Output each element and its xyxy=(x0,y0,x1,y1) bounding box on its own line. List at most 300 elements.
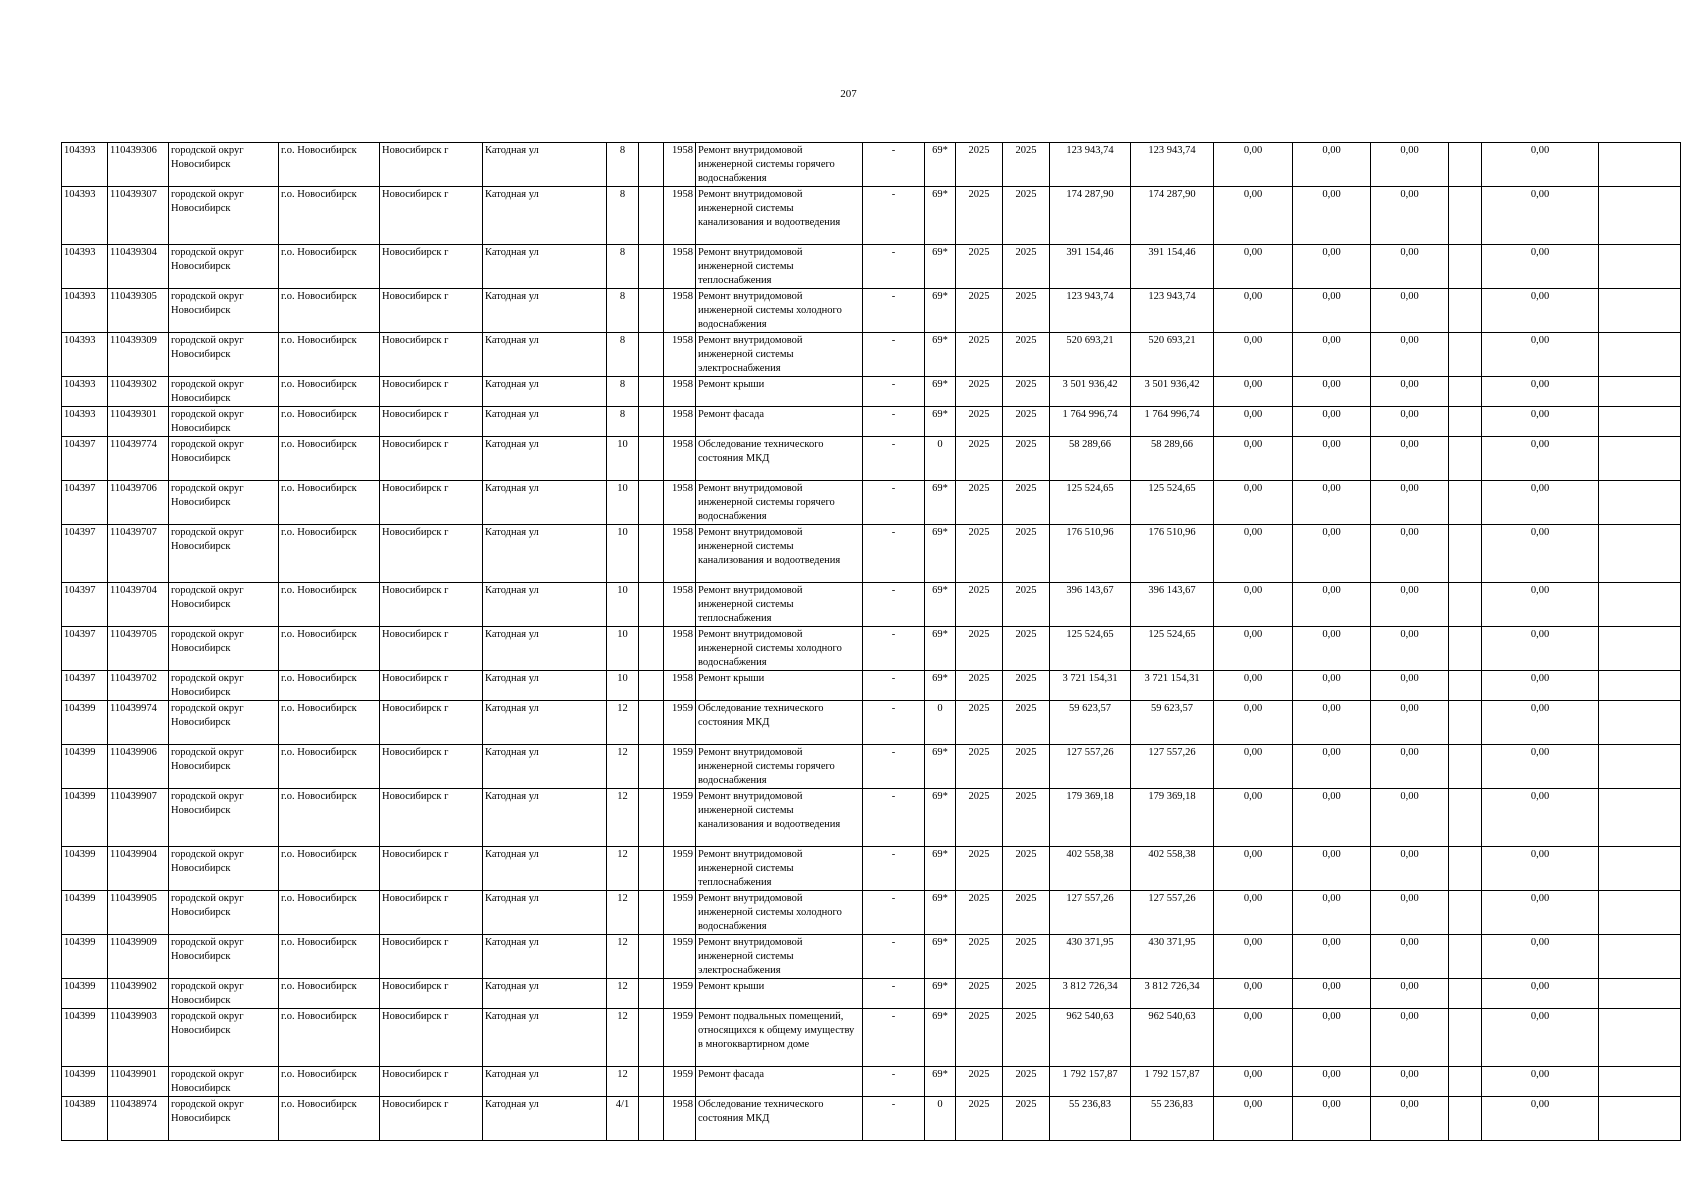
street-cell: Катодная ул xyxy=(483,935,607,979)
empty-cell xyxy=(1449,745,1482,789)
district-cell: г.о. Новосибирск xyxy=(279,891,380,935)
plan-start-year-cell: 2025 xyxy=(956,481,1003,525)
house-number-cell: 12 xyxy=(607,847,639,891)
house-id-cell: 104393 xyxy=(62,187,108,245)
wear-percent-cell: 69* xyxy=(925,333,956,377)
house-number-cell: 12 xyxy=(607,701,639,745)
budget-value-cell: 0,00 xyxy=(1293,1097,1371,1141)
year-cell: 1959 xyxy=(664,979,696,1009)
budget-value-cell: 0,00 xyxy=(1214,935,1293,979)
house-id-cell: 104393 xyxy=(62,143,108,187)
table-row xyxy=(62,891,1681,935)
wear-percent-cell: 69* xyxy=(925,789,956,847)
house-number-cell: 10 xyxy=(607,671,639,701)
budget-value-cell: 0,00 xyxy=(1371,525,1449,583)
year-cell: 1958 xyxy=(664,627,696,671)
empty-cell xyxy=(1449,1009,1482,1067)
work-id-cell: 110439707 xyxy=(108,525,169,583)
table-row xyxy=(62,979,1681,1009)
budget-value-cell: 0,00 xyxy=(1214,1097,1293,1141)
plan-start-year-cell: 2025 xyxy=(956,979,1003,1009)
empty-cell xyxy=(639,935,664,979)
fund-cost-cell: 1 764 996,74 xyxy=(1131,407,1214,437)
work-type-cell: Обследование технического состояния МКД xyxy=(696,437,863,481)
total-cost-cell: 127 557,26 xyxy=(1050,891,1131,935)
street-cell: Катодная ул xyxy=(483,979,607,1009)
wear-percent-cell: 69* xyxy=(925,289,956,333)
year-cell: 1959 xyxy=(664,789,696,847)
municipality-cell: городской округ Новосибирск xyxy=(169,847,279,891)
work-type-cell: Ремонт внутридомовой инженерной системы теплоснабжения xyxy=(696,245,863,289)
empty-cell xyxy=(639,437,664,481)
empty-cell xyxy=(1599,789,1681,847)
plan-start-year-cell: 2025 xyxy=(956,407,1003,437)
empty-cell xyxy=(639,789,664,847)
municipality-cell: городской округ Новосибирск xyxy=(169,627,279,671)
budget-value-cell: 0,00 xyxy=(1482,789,1599,847)
table-row xyxy=(62,289,1681,333)
district-cell: г.о. Новосибирск xyxy=(279,1097,380,1141)
budget-value-cell: 0,00 xyxy=(1371,745,1449,789)
budget-value-cell: 0,00 xyxy=(1482,245,1599,289)
budget-value-cell: 0,00 xyxy=(1482,333,1599,377)
municipality-cell: городской округ Новосибирск xyxy=(169,377,279,407)
plan-end-year-cell: 2025 xyxy=(1003,671,1050,701)
plan-start-year-cell: 2025 xyxy=(956,333,1003,377)
work-id-cell: 110439974 xyxy=(108,701,169,745)
municipality-cell: городской округ Новосибирск xyxy=(169,187,279,245)
budget-value-cell: 0,00 xyxy=(1293,1009,1371,1067)
work-id-cell: 110439302 xyxy=(108,377,169,407)
empty-cell xyxy=(639,627,664,671)
empty-cell xyxy=(1449,187,1482,245)
house-id-cell: 104397 xyxy=(62,525,108,583)
fund-cost-cell: 520 693,21 xyxy=(1131,333,1214,377)
year-cell: 1958 xyxy=(664,583,696,627)
empty-cell xyxy=(639,525,664,583)
table-row xyxy=(62,143,1681,187)
plan-start-year-cell: 2025 xyxy=(956,671,1003,701)
dash-cell: - xyxy=(863,789,925,847)
budget-value-cell: 0,00 xyxy=(1482,481,1599,525)
plan-end-year-cell: 2025 xyxy=(1003,407,1050,437)
budget-value-cell: 0,00 xyxy=(1482,289,1599,333)
work-type-cell: Ремонт фасада xyxy=(696,407,863,437)
district-cell: г.о. Новосибирск xyxy=(279,935,380,979)
dash-cell: - xyxy=(863,1097,925,1141)
district-cell: г.о. Новосибирск xyxy=(279,627,380,671)
year-cell: 1958 xyxy=(664,245,696,289)
budget-value-cell: 0,00 xyxy=(1371,583,1449,627)
street-cell: Катодная ул xyxy=(483,143,607,187)
total-cost-cell: 55 236,83 xyxy=(1050,1097,1131,1141)
street-cell: Катодная ул xyxy=(483,481,607,525)
municipality-cell: городской округ Новосибирск xyxy=(169,143,279,187)
budget-value-cell: 0,00 xyxy=(1371,789,1449,847)
budget-value-cell: 0,00 xyxy=(1371,1067,1449,1097)
work-id-cell: 110439307 xyxy=(108,187,169,245)
empty-cell xyxy=(1599,847,1681,891)
budget-value-cell: 0,00 xyxy=(1371,847,1449,891)
year-cell: 1959 xyxy=(664,935,696,979)
work-id-cell: 110439309 xyxy=(108,333,169,377)
empty-cell xyxy=(639,245,664,289)
locality-cell: Новосибирск г xyxy=(380,745,483,789)
locality-cell: Новосибирск г xyxy=(380,701,483,745)
work-type-cell: Ремонт внутридомовой инженерной системы теплоснабжения xyxy=(696,583,863,627)
empty-cell xyxy=(1449,935,1482,979)
work-id-cell: 110439702 xyxy=(108,671,169,701)
plan-end-year-cell: 2025 xyxy=(1003,245,1050,289)
budget-value-cell: 0,00 xyxy=(1371,143,1449,187)
budget-value-cell: 0,00 xyxy=(1371,245,1449,289)
budget-value-cell: 0,00 xyxy=(1482,935,1599,979)
wear-percent-cell: 69* xyxy=(925,1067,956,1097)
locality-cell: Новосибирск г xyxy=(380,1067,483,1097)
plan-start-year-cell: 2025 xyxy=(956,245,1003,289)
budget-value-cell: 0,00 xyxy=(1293,1067,1371,1097)
budget-value-cell: 0,00 xyxy=(1482,143,1599,187)
empty-cell xyxy=(639,1097,664,1141)
table-row xyxy=(62,701,1681,745)
budget-value-cell: 0,00 xyxy=(1293,701,1371,745)
house-number-cell: 10 xyxy=(607,627,639,671)
fund-cost-cell: 127 557,26 xyxy=(1131,745,1214,789)
table-row xyxy=(62,671,1681,701)
plan-end-year-cell: 2025 xyxy=(1003,1097,1050,1141)
street-cell: Катодная ул xyxy=(483,1009,607,1067)
fund-cost-cell: 58 289,66 xyxy=(1131,437,1214,481)
municipality-cell: городской округ Новосибирск xyxy=(169,1067,279,1097)
plan-end-year-cell: 2025 xyxy=(1003,525,1050,583)
plan-end-year-cell: 2025 xyxy=(1003,627,1050,671)
empty-cell xyxy=(1599,583,1681,627)
district-cell: г.о. Новосибирск xyxy=(279,407,380,437)
dash-cell: - xyxy=(863,407,925,437)
work-id-cell: 110439907 xyxy=(108,789,169,847)
work-type-cell: Ремонт внутридомовой инженерной системы горячего водоснабжения xyxy=(696,745,863,789)
plan-start-year-cell: 2025 xyxy=(956,891,1003,935)
work-type-cell: Ремонт внутридомовой инженерной системы холодного водоснабжения xyxy=(696,289,863,333)
street-cell: Катодная ул xyxy=(483,847,607,891)
budget-value-cell: 0,00 xyxy=(1214,583,1293,627)
house-id-cell: 104397 xyxy=(62,627,108,671)
wear-percent-cell: 69* xyxy=(925,583,956,627)
street-cell: Катодная ул xyxy=(483,701,607,745)
plan-end-year-cell: 2025 xyxy=(1003,437,1050,481)
house-number-cell: 12 xyxy=(607,979,639,1009)
year-cell: 1959 xyxy=(664,847,696,891)
house-number-cell: 12 xyxy=(607,1067,639,1097)
house-id-cell: 104389 xyxy=(62,1097,108,1141)
table-row xyxy=(62,1097,1681,1141)
house-id-cell: 104393 xyxy=(62,289,108,333)
plan-start-year-cell: 2025 xyxy=(956,847,1003,891)
work-id-cell: 110439774 xyxy=(108,437,169,481)
dash-cell: - xyxy=(863,245,925,289)
locality-cell: Новосибирск г xyxy=(380,789,483,847)
plan-start-year-cell: 2025 xyxy=(956,627,1003,671)
budget-value-cell: 0,00 xyxy=(1482,745,1599,789)
year-cell: 1959 xyxy=(664,701,696,745)
work-id-cell: 110439305 xyxy=(108,289,169,333)
street-cell: Катодная ул xyxy=(483,407,607,437)
dash-cell: - xyxy=(863,481,925,525)
year-cell: 1958 xyxy=(664,437,696,481)
fund-cost-cell: 3 721 154,31 xyxy=(1131,671,1214,701)
fund-cost-cell: 962 540,63 xyxy=(1131,1009,1214,1067)
dash-cell: - xyxy=(863,1067,925,1097)
work-id-cell: 110439706 xyxy=(108,481,169,525)
plan-end-year-cell: 2025 xyxy=(1003,289,1050,333)
table-row xyxy=(62,1067,1681,1097)
work-type-cell: Ремонт подвальных помещений, относящихся к общему имуществу в многоквартирном доме xyxy=(696,1009,863,1067)
plan-end-year-cell: 2025 xyxy=(1003,583,1050,627)
total-cost-cell: 3 721 154,31 xyxy=(1050,671,1131,701)
empty-cell xyxy=(1599,891,1681,935)
fund-cost-cell: 125 524,65 xyxy=(1131,627,1214,671)
budget-value-cell: 0,00 xyxy=(1214,979,1293,1009)
locality-cell: Новосибирск г xyxy=(380,407,483,437)
work-type-cell: Ремонт внутридомовой инженерной системы электроснабжения xyxy=(696,935,863,979)
district-cell: г.о. Новосибирск xyxy=(279,979,380,1009)
plan-start-year-cell: 2025 xyxy=(956,789,1003,847)
fund-cost-cell: 123 943,74 xyxy=(1131,143,1214,187)
work-id-cell: 110439906 xyxy=(108,745,169,789)
budget-value-cell: 0,00 xyxy=(1482,1009,1599,1067)
budget-value-cell: 0,00 xyxy=(1482,525,1599,583)
district-cell: г.о. Новосибирск xyxy=(279,333,380,377)
budget-value-cell: 0,00 xyxy=(1214,1009,1293,1067)
house-number-cell: 4/1 xyxy=(607,1097,639,1141)
wear-percent-cell: 69* xyxy=(925,671,956,701)
fund-cost-cell: 55 236,83 xyxy=(1131,1097,1214,1141)
table-row xyxy=(62,525,1681,583)
work-type-cell: Ремонт внутридомовой инженерной системы холодного водоснабжения xyxy=(696,891,863,935)
plan-start-year-cell: 2025 xyxy=(956,745,1003,789)
house-id-cell: 104399 xyxy=(62,1009,108,1067)
budget-value-cell: 0,00 xyxy=(1371,407,1449,437)
empty-cell xyxy=(1599,627,1681,671)
work-type-cell: Ремонт внутридомовой инженерной системы теплоснабжения xyxy=(696,847,863,891)
budget-value-cell: 0,00 xyxy=(1371,289,1449,333)
year-cell: 1959 xyxy=(664,891,696,935)
fund-cost-cell: 176 510,96 xyxy=(1131,525,1214,583)
dash-cell: - xyxy=(863,289,925,333)
budget-value-cell: 0,00 xyxy=(1293,583,1371,627)
empty-cell xyxy=(639,143,664,187)
house-id-cell: 104399 xyxy=(62,745,108,789)
house-id-cell: 104399 xyxy=(62,935,108,979)
empty-cell xyxy=(1449,525,1482,583)
plan-end-year-cell: 2025 xyxy=(1003,187,1050,245)
budget-value-cell: 0,00 xyxy=(1482,891,1599,935)
year-cell: 1959 xyxy=(664,1067,696,1097)
house-id-cell: 104399 xyxy=(62,891,108,935)
budget-value-cell: 0,00 xyxy=(1293,745,1371,789)
total-cost-cell: 391 154,46 xyxy=(1050,245,1131,289)
budget-value-cell: 0,00 xyxy=(1293,437,1371,481)
budget-value-cell: 0,00 xyxy=(1214,701,1293,745)
street-cell: Катодная ул xyxy=(483,745,607,789)
locality-cell: Новосибирск г xyxy=(380,525,483,583)
wear-percent-cell: 0 xyxy=(925,701,956,745)
empty-cell xyxy=(639,583,664,627)
year-cell: 1958 xyxy=(664,525,696,583)
work-id-cell: 110439304 xyxy=(108,245,169,289)
budget-value-cell: 0,00 xyxy=(1214,671,1293,701)
plan-end-year-cell: 2025 xyxy=(1003,701,1050,745)
empty-cell xyxy=(1449,627,1482,671)
empty-cell xyxy=(1599,333,1681,377)
plan-start-year-cell: 2025 xyxy=(956,583,1003,627)
budget-value-cell: 0,00 xyxy=(1293,377,1371,407)
street-cell: Катодная ул xyxy=(483,437,607,481)
empty-cell xyxy=(639,671,664,701)
dash-cell: - xyxy=(863,627,925,671)
work-type-cell: Ремонт внутридомовой инженерной системы канализования и водоотведения xyxy=(696,789,863,847)
empty-cell xyxy=(1449,437,1482,481)
year-cell: 1959 xyxy=(664,745,696,789)
wear-percent-cell: 69* xyxy=(925,847,956,891)
plan-end-year-cell: 2025 xyxy=(1003,333,1050,377)
table-row xyxy=(62,245,1681,289)
budget-value-cell: 0,00 xyxy=(1214,525,1293,583)
fund-cost-cell: 402 558,38 xyxy=(1131,847,1214,891)
table-body xyxy=(62,143,1681,1141)
table-row xyxy=(62,437,1681,481)
empty-cell xyxy=(639,481,664,525)
work-id-cell: 110439301 xyxy=(108,407,169,437)
year-cell: 1958 xyxy=(664,671,696,701)
budget-value-cell: 0,00 xyxy=(1482,847,1599,891)
total-cost-cell: 127 557,26 xyxy=(1050,745,1131,789)
house-number-cell: 8 xyxy=(607,143,639,187)
table-row xyxy=(62,627,1681,671)
table-row xyxy=(62,789,1681,847)
plan-end-year-cell: 2025 xyxy=(1003,935,1050,979)
budget-value-cell: 0,00 xyxy=(1214,437,1293,481)
municipality-cell: городской округ Новосибирск xyxy=(169,671,279,701)
dash-cell: - xyxy=(863,377,925,407)
plan-end-year-cell: 2025 xyxy=(1003,745,1050,789)
work-id-cell: 110439901 xyxy=(108,1067,169,1097)
budget-value-cell: 0,00 xyxy=(1214,627,1293,671)
budget-value-cell: 0,00 xyxy=(1371,891,1449,935)
plan-start-year-cell: 2025 xyxy=(956,187,1003,245)
house-id-cell: 104399 xyxy=(62,1067,108,1097)
work-id-cell: 110438974 xyxy=(108,1097,169,1141)
empty-cell xyxy=(1599,437,1681,481)
total-cost-cell: 176 510,96 xyxy=(1050,525,1131,583)
house-number-cell: 12 xyxy=(607,789,639,847)
wear-percent-cell: 0 xyxy=(925,1097,956,1141)
house-number-cell: 12 xyxy=(607,1009,639,1067)
district-cell: г.о. Новосибирск xyxy=(279,847,380,891)
empty-cell xyxy=(639,1067,664,1097)
dash-cell: - xyxy=(863,847,925,891)
empty-cell xyxy=(639,701,664,745)
street-cell: Катодная ул xyxy=(483,289,607,333)
empty-cell xyxy=(1449,1097,1482,1141)
fund-cost-cell: 396 143,67 xyxy=(1131,583,1214,627)
house-number-cell: 10 xyxy=(607,583,639,627)
table-row xyxy=(62,745,1681,789)
house-number-cell: 8 xyxy=(607,377,639,407)
wear-percent-cell: 69* xyxy=(925,627,956,671)
year-cell: 1958 xyxy=(664,143,696,187)
locality-cell: Новосибирск г xyxy=(380,979,483,1009)
empty-cell xyxy=(639,847,664,891)
locality-cell: Новосибирск г xyxy=(380,377,483,407)
municipality-cell: городской округ Новосибирск xyxy=(169,583,279,627)
budget-value-cell: 0,00 xyxy=(1293,847,1371,891)
plan-start-year-cell: 2025 xyxy=(956,1067,1003,1097)
total-cost-cell: 1 764 996,74 xyxy=(1050,407,1131,437)
work-type-cell: Ремонт крыши xyxy=(696,377,863,407)
wear-percent-cell: 0 xyxy=(925,437,956,481)
year-cell: 1959 xyxy=(664,1009,696,1067)
budget-value-cell: 0,00 xyxy=(1293,333,1371,377)
municipality-cell: городской округ Новосибирск xyxy=(169,701,279,745)
municipality-cell: городской округ Новосибирск xyxy=(169,979,279,1009)
municipality-cell: городской округ Новосибирск xyxy=(169,1097,279,1141)
district-cell: г.о. Новосибирск xyxy=(279,481,380,525)
work-id-cell: 110439902 xyxy=(108,979,169,1009)
district-cell: г.о. Новосибирск xyxy=(279,745,380,789)
total-cost-cell: 962 540,63 xyxy=(1050,1009,1131,1067)
total-cost-cell: 1 792 157,87 xyxy=(1050,1067,1131,1097)
municipality-cell: городской округ Новосибирск xyxy=(169,289,279,333)
district-cell: г.о. Новосибирск xyxy=(279,701,380,745)
budget-value-cell: 0,00 xyxy=(1371,1009,1449,1067)
dash-cell: - xyxy=(863,979,925,1009)
street-cell: Катодная ул xyxy=(483,245,607,289)
empty-cell xyxy=(1449,847,1482,891)
budget-value-cell: 0,00 xyxy=(1214,377,1293,407)
dash-cell: - xyxy=(863,187,925,245)
empty-cell xyxy=(1449,289,1482,333)
fund-cost-cell: 174 287,90 xyxy=(1131,187,1214,245)
empty-cell xyxy=(1449,245,1482,289)
work-type-cell: Ремонт крыши xyxy=(696,979,863,1009)
empty-cell xyxy=(639,289,664,333)
budget-value-cell: 0,00 xyxy=(1293,289,1371,333)
total-cost-cell: 3 501 936,42 xyxy=(1050,377,1131,407)
plan-start-year-cell: 2025 xyxy=(956,1009,1003,1067)
year-cell: 1958 xyxy=(664,377,696,407)
budget-value-cell: 0,00 xyxy=(1293,979,1371,1009)
house-number-cell: 8 xyxy=(607,289,639,333)
fund-cost-cell: 1 792 157,87 xyxy=(1131,1067,1214,1097)
street-cell: Катодная ул xyxy=(483,1067,607,1097)
house-id-cell: 104393 xyxy=(62,245,108,289)
budget-value-cell: 0,00 xyxy=(1482,187,1599,245)
empty-cell xyxy=(1449,671,1482,701)
locality-cell: Новосибирск г xyxy=(380,891,483,935)
municipality-cell: городской округ Новосибирск xyxy=(169,245,279,289)
empty-cell xyxy=(1449,789,1482,847)
total-cost-cell: 125 524,65 xyxy=(1050,481,1131,525)
house-number-cell: 10 xyxy=(607,525,639,583)
street-cell: Катодная ул xyxy=(483,789,607,847)
wear-percent-cell: 69* xyxy=(925,525,956,583)
house-number-cell: 8 xyxy=(607,333,639,377)
locality-cell: Новосибирск г xyxy=(380,583,483,627)
year-cell: 1958 xyxy=(664,1097,696,1141)
plan-end-year-cell: 2025 xyxy=(1003,847,1050,891)
wear-percent-cell: 69* xyxy=(925,1009,956,1067)
